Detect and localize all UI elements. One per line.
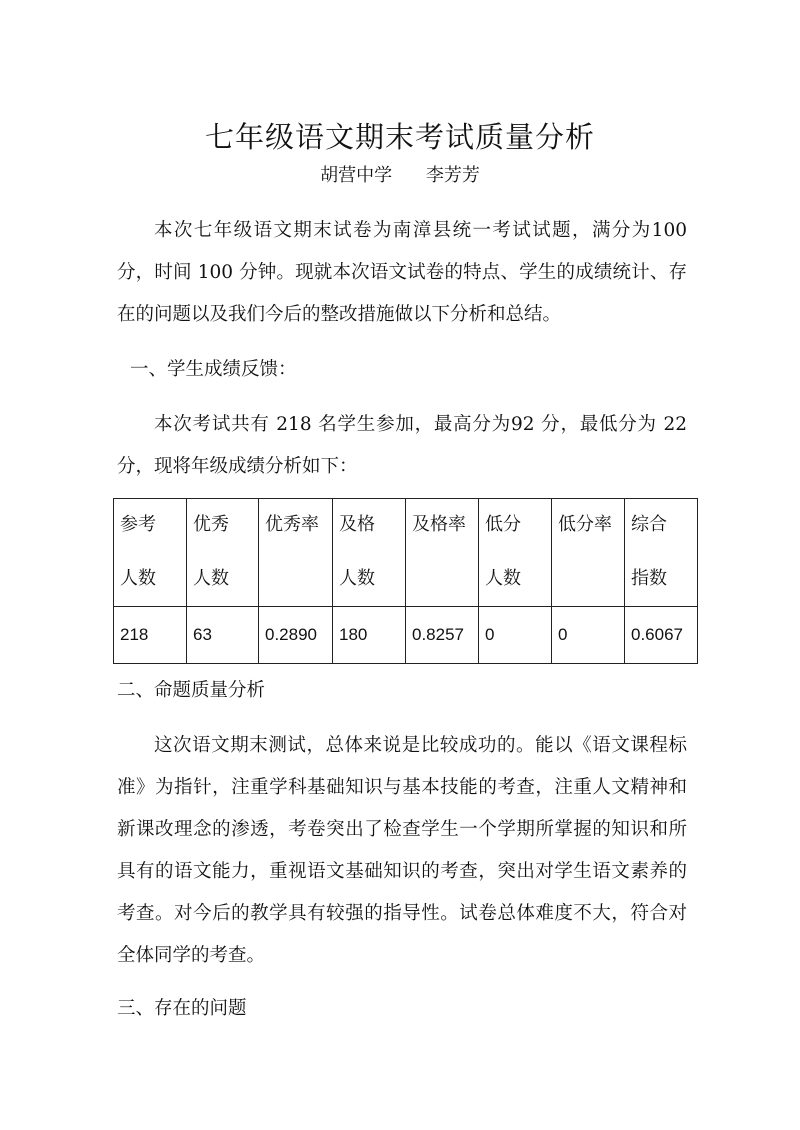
table-header-cell <box>479 499 552 607</box>
table-header-text: 人数 <box>339 568 375 589</box>
table-value-row <box>114 607 698 664</box>
table-value-cell: 63 <box>187 607 259 664</box>
table-header-cell <box>625 499 698 607</box>
section-heading-feedback: 一、学生成绩反馈： <box>130 359 297 380</box>
table-header-text: 指数 <box>631 568 667 589</box>
section-quality-paragraph: 这次语文期末测试，总体来说是比较成功的。能以《语文课程标准》为指针，注重学科基础知识与基本技能的考查，注重人文精神和新课改理念的渗透，考卷突出了检查学生一个学期所掌握的知识和所具有的语文能力，重视语文基础知识的考查，突出对学生语文素养的考查。对今后的教学具有较强的指导性。试卷总体难度不大，符合对全体同学的考查。 <box>117 735 687 966</box>
table-header-text: 人数 <box>485 568 521 589</box>
table-header-text: 人数 <box>193 568 229 589</box>
table-value-cell: 0 <box>479 607 552 664</box>
table-value-cell: 218 <box>114 607 187 664</box>
table-header-cell <box>406 499 479 607</box>
author-name: 李芳芳 <box>425 165 480 186</box>
table-header-cell <box>552 499 625 607</box>
table-header-cell <box>259 499 333 607</box>
section-heading-problems: 三、存在的问题 <box>117 998 247 1019</box>
table-value-cell: 0.8257 <box>406 607 479 664</box>
table-header-text: 参考 <box>120 514 156 535</box>
grade-analysis-table <box>113 498 698 664</box>
table-header-row <box>114 499 698 607</box>
table-header-text: 低分 <box>485 514 521 535</box>
table-value-cell: 0.2890 <box>259 607 333 664</box>
section-heading-quality: 二、命题质量分析 <box>117 680 266 701</box>
table-header-cell <box>333 499 406 607</box>
table-header-text: 优秀 <box>193 514 229 535</box>
table-value-cell: 180 <box>333 607 406 664</box>
school-name: 胡营中学 <box>320 165 393 186</box>
table-header-text: 低分率 <box>558 514 612 535</box>
table-header-text: 及格率 <box>412 514 466 535</box>
table-value-cell: 0.6067 <box>625 607 698 664</box>
table-value-cell: 0 <box>552 607 625 664</box>
table-header-text: 及格 <box>339 514 375 535</box>
table-header-text: 综合 <box>631 514 667 535</box>
section-feedback-paragraph: 本次考试共有 218 名学生参加，最高分为92 分，最低分为 22 分，现将年级成绩分析如下： <box>117 414 687 477</box>
table-header-text: 优秀率 <box>265 514 319 535</box>
intro-paragraph: 本次七年级语文期末试卷为南漳县统一考试试题，满分为100分，时间 100 分钟。现就本次语文试卷的特点、学生的成绩统计、存在的问题以及我们今后的整改措施做以下分析和总结。 <box>117 220 687 325</box>
table-header-cell <box>114 499 187 607</box>
table-header-cell <box>187 499 259 607</box>
table-header-text: 人数 <box>120 568 156 589</box>
byline <box>0 161 800 187</box>
page-title: 七年级语文期末考试质量分析 <box>204 120 595 155</box>
